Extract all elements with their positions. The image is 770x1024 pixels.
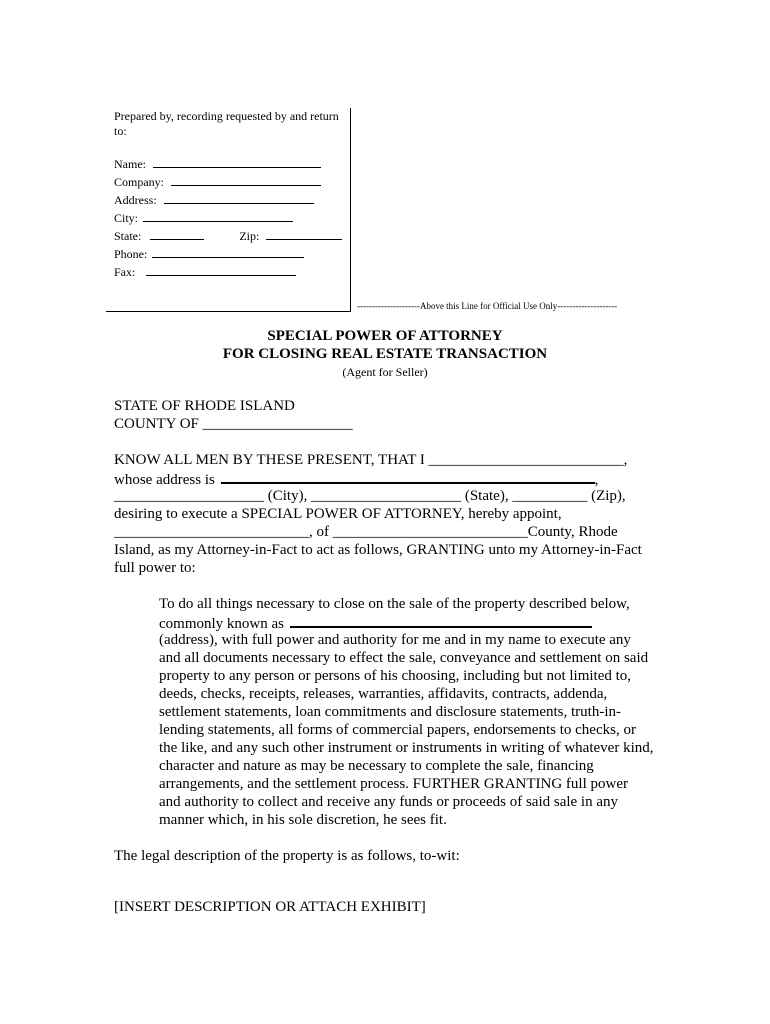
name-label: Name: (114, 157, 146, 171)
intro-line-7: full power to: (114, 560, 196, 576)
state-field[interactable] (150, 228, 204, 240)
company-field-row (114, 174, 321, 189)
phone-field[interactable] (152, 246, 304, 258)
name-field-row (114, 156, 321, 171)
intro-line1-comma: , (623, 452, 628, 468)
state-text: (State), (464, 488, 509, 504)
zip-field[interactable] (266, 228, 342, 240)
document-title-line2: FOR CLOSING REAL ESTATE TRANSACTION (222, 346, 548, 362)
grant-line-13: manner which, in his sole discretion, he sees fit. (159, 812, 447, 828)
of-text: , of (309, 524, 329, 540)
city-label: City: (114, 211, 139, 225)
fax-field-row (114, 264, 296, 279)
property-address-blank[interactable] (290, 613, 592, 628)
phone-label: Phone: (114, 247, 148, 261)
intro-principal-text: KNOW ALL MEN BY THESE PRESENT, THAT I (114, 452, 425, 468)
legal-description-placeholder: [INSERT DESCRIPTION OR ATTACH EXHIBIT] (114, 899, 426, 915)
intro-line-5 (114, 523, 618, 541)
name-field[interactable] (153, 156, 321, 168)
address-field[interactable] (164, 192, 314, 204)
grant-line-4: and all documents necessary to effect the sale, conveyance and settlement on said (159, 650, 649, 666)
address-intro-text: whose address is (114, 472, 215, 488)
recording-box-border-right (350, 108, 351, 312)
zip-blank[interactable]: __________ (512, 488, 588, 504)
grant-line-8: lending statements, all forms of commercial papers, endorsements to checks, or (159, 722, 636, 738)
official-use-line: ---------------------Above this Line for Official Use Only-------------------- (357, 301, 618, 311)
zip-text: (Zip), (591, 488, 626, 504)
city-field-row (114, 210, 293, 225)
principal-name-blank[interactable]: __________________________ (428, 452, 624, 468)
address-field-row (114, 192, 314, 207)
address-label: Address: (114, 193, 157, 207)
grant-line-6: deeds, checks, receipts, releases, warranties, affidavits, contracts, addenda, (159, 686, 608, 702)
fax-field[interactable] (146, 264, 296, 276)
document-title: SPECIAL POWER OF ATTORNEY (267, 328, 503, 344)
intro-line-1 (114, 451, 627, 469)
state-label: State: (114, 229, 142, 243)
county-blank[interactable]: ____________________ (202, 416, 353, 432)
document-subtitle: (Agent for Seller) (342, 365, 428, 379)
venue-state: STATE OF RHODE ISLAND (114, 398, 295, 414)
grant-line-11: arrangements, and the settlement process. FURTHER GRANTING full power (159, 776, 628, 792)
intro-line-6: Island, as my Attorney-in-Fact to act as follows, GRANTING unto my Attorney-in-Fact (114, 542, 642, 558)
attorney-name-blank[interactable]: __________________________ (114, 524, 309, 540)
city-text: (City), (267, 488, 308, 504)
attorney-county-blank[interactable]: __________________________ (332, 524, 528, 540)
county-rhode-text: County, Rhode (527, 524, 618, 540)
grant-line-2 (159, 613, 592, 633)
grant-line-7: settlement statements, loan commitments and disclosure statements, truth-in- (159, 704, 621, 720)
company-field[interactable] (171, 174, 321, 186)
intro-line-4: desiring to execute a SPECIAL POWER OF ATTORNEY, hereby appoint, (114, 506, 562, 522)
grant-line-5: property to any person or persons of his choosing, including but not limited to, (159, 668, 632, 684)
recording-box-title: Prepared by, recording requested by and return to: (114, 109, 339, 138)
commonly-known-text: commonly known as (159, 616, 284, 632)
state-blank[interactable]: ____________________ (311, 488, 462, 504)
legal-description-intro: The legal description of the property is as follows, to-wit: (114, 848, 460, 864)
grant-line-10: character and nature as may be necessary to complete the sale, financing (159, 758, 594, 774)
intro-line2-comma: , (594, 472, 599, 488)
fax-label: Fax: (114, 265, 136, 279)
zip-label: Zip: (239, 229, 260, 243)
phone-field-row (114, 246, 304, 261)
venue-county-row (114, 415, 353, 433)
recording-box-border-bottom (106, 311, 351, 312)
county-label: COUNTY OF (114, 416, 199, 432)
city-blank[interactable]: ____________________ (114, 488, 264, 504)
company-label: Company: (114, 175, 164, 189)
grant-line-9: the like, and any such other instrument or instruments in writing of whatever kind, (159, 740, 654, 756)
intro-line-2 (114, 469, 598, 489)
grant-line-1: To do all things necessary to close on the sale of the property described below, (159, 596, 630, 612)
intro-line-3 (114, 487, 626, 505)
city-field[interactable] (143, 210, 293, 222)
grant-line-12: and authority to collect and receive any funds or proceeds of said sale in any (159, 794, 619, 810)
grant-line-3: (address), with full power and authority for me and in my name to execute any (159, 632, 631, 648)
state-zip-field-row (114, 228, 342, 243)
principal-address-blank[interactable] (221, 469, 595, 484)
